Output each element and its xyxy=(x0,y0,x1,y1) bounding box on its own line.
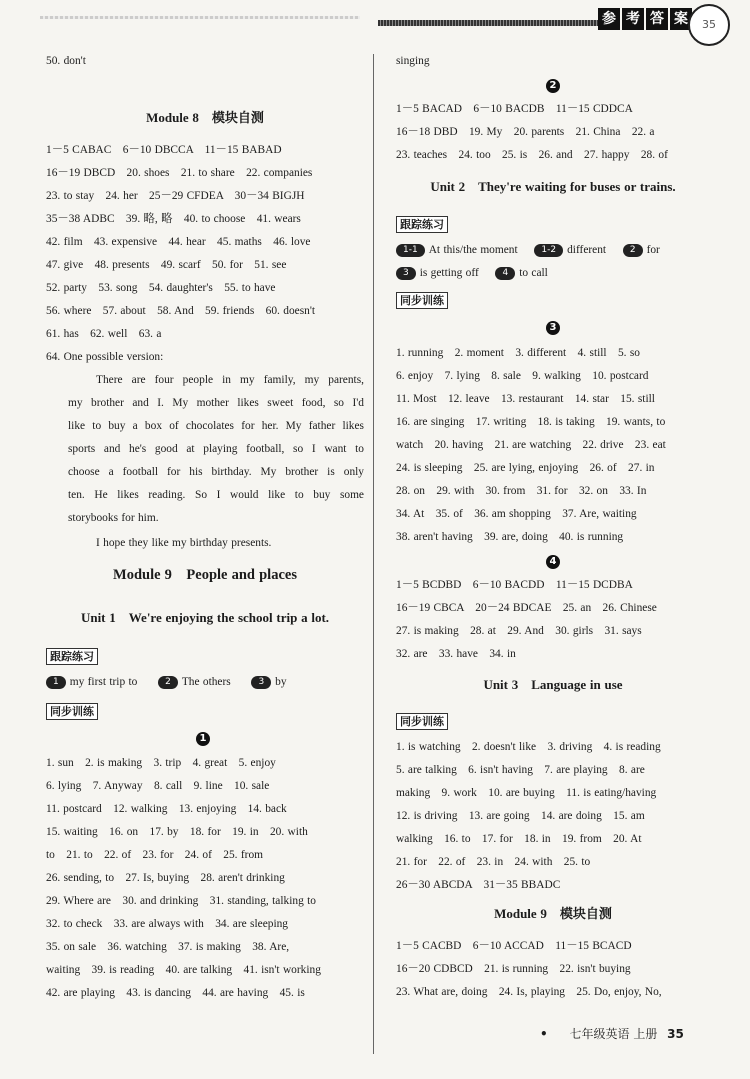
section-number-circle: 1 xyxy=(196,732,210,746)
tracking-answers xyxy=(396,243,710,257)
essay-line: There are four people in my family, my parents, xyxy=(96,374,364,386)
badge-char: 答 xyxy=(646,8,668,30)
item-number-badge: 2 xyxy=(158,676,178,689)
item-number-badge: 3 xyxy=(396,267,416,280)
answer-line: 16－19 DBCD 20. shoes 21. to share 22. companies xyxy=(46,167,313,179)
unit1-title: Unit 1 We're enjoying the school trip a lot. xyxy=(80,610,330,625)
answer-line: 16. are singing 17. writing 18. is taking 19. wants, to xyxy=(396,416,666,428)
answer-line: watch 20. having 21. are watching 22. drive 23. eat xyxy=(396,439,666,451)
answer-line: 23. teaches 24. too 25. is 26. and 27. happy 28. of xyxy=(396,149,668,161)
answer-line: 16－20 CDBCD 21. is running 22. isn't buying xyxy=(396,963,631,975)
answer-line: 24. is sleeping 25. are lying, enjoying 26. of 27. in xyxy=(396,462,655,474)
answer-line: 5. are talking 6. isn't having 7. are playing 8. are xyxy=(396,764,645,776)
section-number-circle: 4 xyxy=(546,555,560,569)
item-number-badge: 2 xyxy=(623,244,643,257)
module8-test-title: Module 8 模块自测 xyxy=(146,110,264,125)
sync-training-tag: 同步训练 xyxy=(46,703,98,720)
item-number-badge: 1-2 xyxy=(534,244,563,257)
essay-line: ten. He likes reading. So I would like to buy some xyxy=(68,489,364,501)
answer-line: making 9. work 10. are buying 11. is eating/having xyxy=(396,787,657,799)
answer-line: walking 16. to 17. for 18. in 19. from 20. At xyxy=(396,833,642,845)
answer-line: 15. waiting 16. on 17. by 18. for 19. in 20. with xyxy=(46,826,308,838)
answer-line: 1. sun 2. is making 3. trip 4. great 5. enjoy xyxy=(46,757,276,769)
footer-dot: • xyxy=(540,1027,548,1041)
answer-text: by xyxy=(275,676,287,688)
tracking-answers xyxy=(396,266,710,280)
tracking-answers xyxy=(46,675,364,689)
answer-text: to call xyxy=(519,267,548,279)
answer-line: 1. is watching 2. doesn't like 3. driving 4. is reading xyxy=(396,741,661,753)
answer-text: The others xyxy=(181,676,231,688)
essay-line: I hope they like my birthday presents. xyxy=(96,537,272,549)
answer-line: 26－30 ABCDA 31－35 BBADC xyxy=(396,879,561,891)
answer-line: 52. party 53. song 54. daughter's 55. to have xyxy=(46,282,276,294)
answer-line: 6. lying 7. Anyway 8. call 9. line 10. sale xyxy=(46,780,270,792)
answer-key-badge xyxy=(598,8,692,30)
answer-line: 26. sending, to 27. Is, buying 28. aren't drinking xyxy=(46,872,285,884)
answer-line: 35. on sale 36. watching 37. is making 38. Are, xyxy=(46,941,290,953)
answer-line: 47. give 48. presents 49. scarf 50. for 51. see xyxy=(46,259,287,271)
answer-text: for xyxy=(646,244,660,256)
answer-line: 27. is making 28. at 29. And 30. girls 31. says xyxy=(396,625,642,637)
footer-book-title: 七年级英语 上册 xyxy=(569,1027,658,1041)
page-logo: 35 xyxy=(688,4,730,46)
badge-char: 案 xyxy=(670,8,692,30)
answer-line: singing xyxy=(396,55,430,67)
page-footer xyxy=(540,1025,684,1042)
module9-test-title: Module 9 模块自测 xyxy=(494,906,612,921)
essay-line: my brother and I. My mother likes sweet food, so I'd xyxy=(68,397,364,409)
answer-text: different xyxy=(567,244,607,256)
answer-line: 1. running 2. moment 3. different 4. still 5. so xyxy=(396,347,641,359)
item-number-badge: 3 xyxy=(251,676,271,689)
column-divider xyxy=(373,54,374,1054)
item-number-badge: 4 xyxy=(495,267,515,280)
answer-line: 42. film 43. expensive 44. hear 45. maths 46. love xyxy=(46,236,311,248)
section-number-circle: 3 xyxy=(546,321,560,335)
answer-line: 16－18 DBD 19. My 20. parents 21. China 22. a xyxy=(396,126,655,138)
answer-line: 28. on 29. with 30. from 31. for 32. on 33. In xyxy=(396,485,647,497)
answer-line: 23. What are, doing 24. Is, playing 25. Do, enjoy, No, xyxy=(396,986,662,998)
item-number-badge: 1-1 xyxy=(396,244,425,257)
answer-line: 1－5 BACAD 6－10 BACDB 11－15 CDDCA xyxy=(396,103,633,115)
header-rule-left xyxy=(40,16,360,19)
answer-line: 11. Most 12. leave 13. restaurant 14. star 15. still xyxy=(396,393,655,405)
essay-line: like to buy a box of chocolates for her. My father likes xyxy=(68,420,364,432)
answer-line: 21. for 22. of 23. in 24. with 25. to xyxy=(396,856,591,868)
badge-char: 考 xyxy=(622,8,644,30)
sync-training-tag: 同步训练 xyxy=(396,292,448,309)
answer-line: 29. Where are 30. and drinking 31. standing, talking to xyxy=(46,895,316,907)
answer-line: 42. are playing 43. is dancing 44. are having 45. is xyxy=(46,987,305,999)
answer-line: 11. postcard 12. walking 13. enjoying 14. back xyxy=(46,803,287,815)
page-number: 35 xyxy=(667,1027,684,1041)
sync-training-tag: 同步训练 xyxy=(396,713,448,730)
answer-line: 1－5 BCDBD 6－10 BACDD 11－15 DCDBA xyxy=(396,579,633,591)
essay-line: choose a football for his birthday. My brother is only xyxy=(68,466,364,478)
answer-line: 34. At 35. of 36. am shopping 37. Are, waiting xyxy=(396,508,637,520)
answer-line: waiting 39. is reading 40. are talking 41. isn't working xyxy=(46,964,321,976)
answer-text: At this/the moment xyxy=(428,244,518,256)
answer-line: 32. are 33. have 34. in xyxy=(396,648,516,660)
unit2-title: Unit 2 They're waiting for buses or trains. xyxy=(430,179,676,194)
answer-text: my first trip to xyxy=(69,676,138,688)
header-rule-right xyxy=(378,20,600,26)
answer-line: 6. enjoy 7. lying 8. sale 9. walking 10. postcard xyxy=(396,370,649,382)
item-number-badge: 1 xyxy=(46,676,66,689)
module9-title: Module 9 People and places xyxy=(113,567,297,583)
answer-line: to 21. to 22. of 23. for 24. of 25. from xyxy=(46,849,264,861)
answer-line: 16－19 CBCA 20－24 BDCAE 25. an 26. Chinese xyxy=(396,602,657,614)
answer-line: 23. to stay 24. her 25－29 CFDEA 30－34 BIGJH xyxy=(46,190,305,202)
answer-line: 61. has 62. well 63. a xyxy=(46,328,162,340)
essay-line: storybooks for him. xyxy=(68,512,159,524)
tracking-practice-tag: 跟踪练习 xyxy=(46,648,98,665)
answer-line: 50. don't xyxy=(46,55,86,67)
badge-char: 参 xyxy=(598,8,620,30)
answer-line: 1－5 CACBD 6－10 ACCAD 11－15 BCACD xyxy=(396,940,632,952)
answer-line: 1－5 CABAC 6－10 DBCCA 11－15 BABAD xyxy=(46,144,282,156)
answer-text: is getting off xyxy=(419,267,479,279)
answer-line: 12. is driving 13. are going 14. are doing 15. am xyxy=(396,810,645,822)
section-number-circle: 2 xyxy=(546,79,560,93)
essay-line: sports and he's good at playing football, so I want to xyxy=(68,443,364,455)
unit3-title: Unit 3 Language in use xyxy=(483,677,623,692)
answer-line: 64. One possible version: xyxy=(46,351,164,363)
answer-line: 38. aren't having 39. are, doing 40. is running xyxy=(396,531,624,543)
tracking-practice-tag: 跟踪练习 xyxy=(396,216,448,233)
answer-line: 35－38 ADBC 39. 略, 略 40. to choose 41. wears xyxy=(46,213,301,225)
answer-line: 32. to check 33. are always with 34. are sleeping xyxy=(46,918,288,930)
answer-line: 56. where 57. about 58. And 59. friends 60. doesn't xyxy=(46,305,316,317)
